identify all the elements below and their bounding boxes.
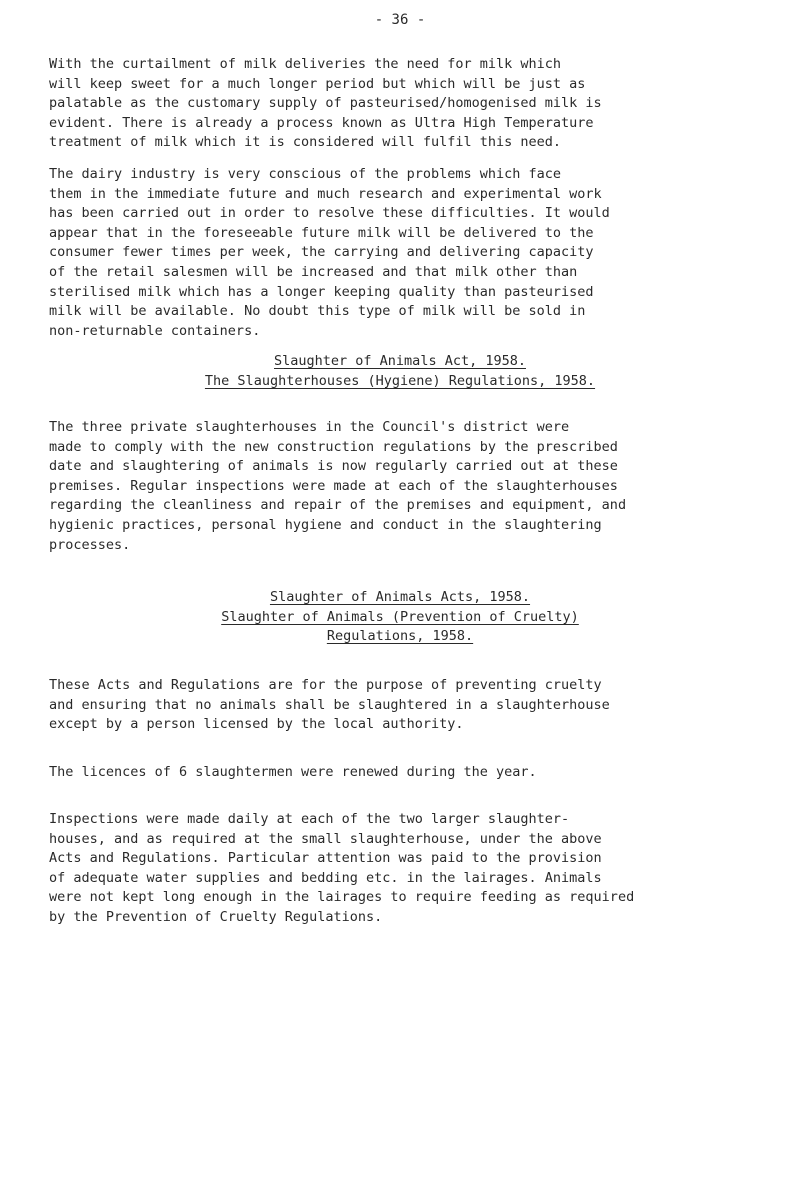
heading-text: Slaughter of Animals Act, 1958.	[274, 353, 526, 369]
section-heading-prevention-of-cruelty	[0, 588, 800, 647]
heading-text: Slaughter of Animals (Prevention of Cruelty)	[221, 608, 579, 625]
heading-line	[0, 588, 800, 608]
paragraph-milk-curtailment: With the curtailment of milk deliveries the need for milk which will keep sweet for a much longer period but which will be just as palatable as the customary supply of pasteurised/homogenised milk is evident. There is already a process known as Ultra High Temperature treatment of milk which it is considered will fulfil this need.	[49, 56, 602, 151]
heading-line	[0, 372, 800, 392]
heading-line	[0, 352, 800, 372]
paragraph-dairy-industry: The dairy industry is very conscious of the problems which face them in the immediate future and much research and experimental work has been carried out in order to resolve these difficulties. It would appear that in the foreseeable future milk will be delivered to the consumer fewer times per week, the carrying and delivering capacity of the retail salesmen will be increased and that milk other than sterilised milk which has a longer keeping quality than pasteurised milk will be available. No doubt this type of milk will be sold in non-returnable containers.	[49, 166, 610, 339]
heading-text: The Slaughterhouses (Hygiene) Regulations, 1958.	[204, 372, 596, 389]
heading-line	[0, 627, 800, 647]
paragraph-inspections: Inspections were made daily at each of the two larger slaughter- houses, and as required at the small slaughterhouse, under the above Acts and Regulations. Particular attention was paid to the provision of adequate water supplies and bedding etc. in the lairages. Animals were not kept long enough in the lairages to require feeding as required by the Prevention of Cruelty Regulations.	[49, 811, 635, 925]
paragraph-licences: The licences of 6 slaughtermen were renewed during the year.	[49, 764, 537, 780]
heading-line	[0, 608, 800, 628]
page-number: - 36 -	[374, 12, 426, 28]
section-heading-slaughter-hygiene	[0, 352, 800, 391]
paragraph-acts-purpose: These Acts and Regulations are for the purpose of preventing cruelty and ensuring that no animals shall be slaughtered in a slaughterhouse except by a person licensed by the local authority.	[49, 677, 610, 733]
paragraph-private-slaughterhouses: The three private slaughterhouses in the Council's district were made to comply with the new construction regulations by the prescribed date and slaughtering of animals is now regularly carried out at these premises. Regular inspections were made at each of the slaughterhouses regarding the cleanliness and repair of the premises and equipment, and hygienic practices, personal hygiene and conduct in the slaughtering processes.	[49, 419, 627, 553]
heading-text: Regulations, 1958.	[326, 628, 474, 645]
heading-text: Slaughter of Animals Acts, 1958.	[269, 589, 531, 605]
